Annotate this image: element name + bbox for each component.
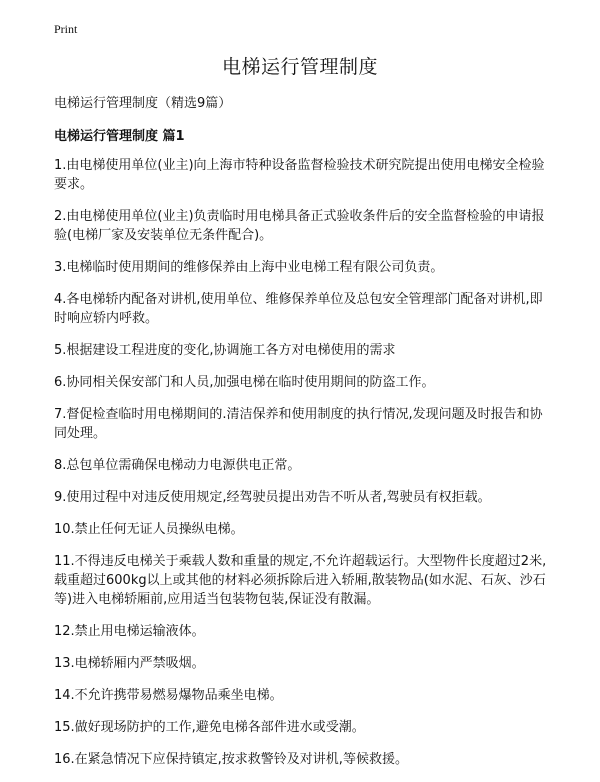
regulation-list — [54, 156, 554, 782]
document-title: 电梯运行管理制度 — [221, 56, 378, 78]
regulation-item-9: 9.使用过程中对违反使用规定,经驾驶员提出劝告不听从者,驾驶员有权拒载。 — [54, 490, 491, 505]
regulation-item-4: 4.各电梯轿内配备对讲机,使用单位、维修保养单位及总包安全管理部门配备对讲机,即时响应轿内呼救。 — [54, 292, 543, 326]
regulation-item-3: 3.电梯临时使用期间的维修保养由上海中业电梯工程有限公司负责。 — [54, 260, 444, 275]
regulation-item-14: 14.不允许携带易燃易爆物品乘坐电梯。 — [54, 688, 283, 703]
regulation-item-2: 2.由电梯使用单位(业主)负责临时用电梯具备正式验收条件后的安全监督检验的申请报验(电梯厂家及安装单位无条件配合)。 — [54, 209, 545, 243]
regulation-item-6: 6.协同相关保安部门和人员,加强电梯在临时使用期间的防盗工作。 — [54, 375, 435, 390]
regulation-item-1: 1.由电梯使用单位(业主)向上海市特种设备监督检验技术研究院提出使用电梯安全检验要求。 — [54, 158, 545, 192]
regulation-item-15: 15.做好现场防护的工作,避免电梯各部件进水或受潮。 — [54, 720, 365, 735]
regulation-item-10: 10.禁止任何无证人员操纵电梯。 — [54, 522, 244, 537]
regulation-item-7: 7.督促检查临时用电梯期间的.清洁保养和使用制度的执行情况,发现问题及时报告和协同处理。 — [54, 407, 543, 441]
regulation-item-8: 8.总包单位需确保电梯动力电源供电正常。 — [54, 458, 301, 473]
regulation-item-12: 12.禁止用电梯运输液体。 — [54, 624, 205, 639]
regulation-item-5: 5.根据建设工程进度的变化,协调施工各方对电梯使用的需求 — [54, 343, 396, 358]
regulation-item-11: 11.不得违反电梯关于乘载人数和重量的规定,不允许超载运行。大型物件长度超过2米,载重超过600kg以上或其他的材料必须拆除后进入轿厢,散装物品(如水泥、石灰、沙石等)进入电梯轿厢前,应用适当包装物包装,保证没有散漏。 — [54, 554, 547, 607]
section-heading: 电梯运行管理制度 篇1 — [54, 129, 185, 144]
regulation-item-13: 13.电梯轿厢内严禁吸烟。 — [54, 656, 205, 671]
print-link[interactable]: Print — [54, 22, 78, 36]
regulation-item-16: 16.在紧急情况下应保持镇定,按求救警铃及对讲机,等候救援。 — [54, 752, 408, 767]
document-subtitle: 电梯运行管理制度（精选9篇） — [54, 96, 232, 111]
